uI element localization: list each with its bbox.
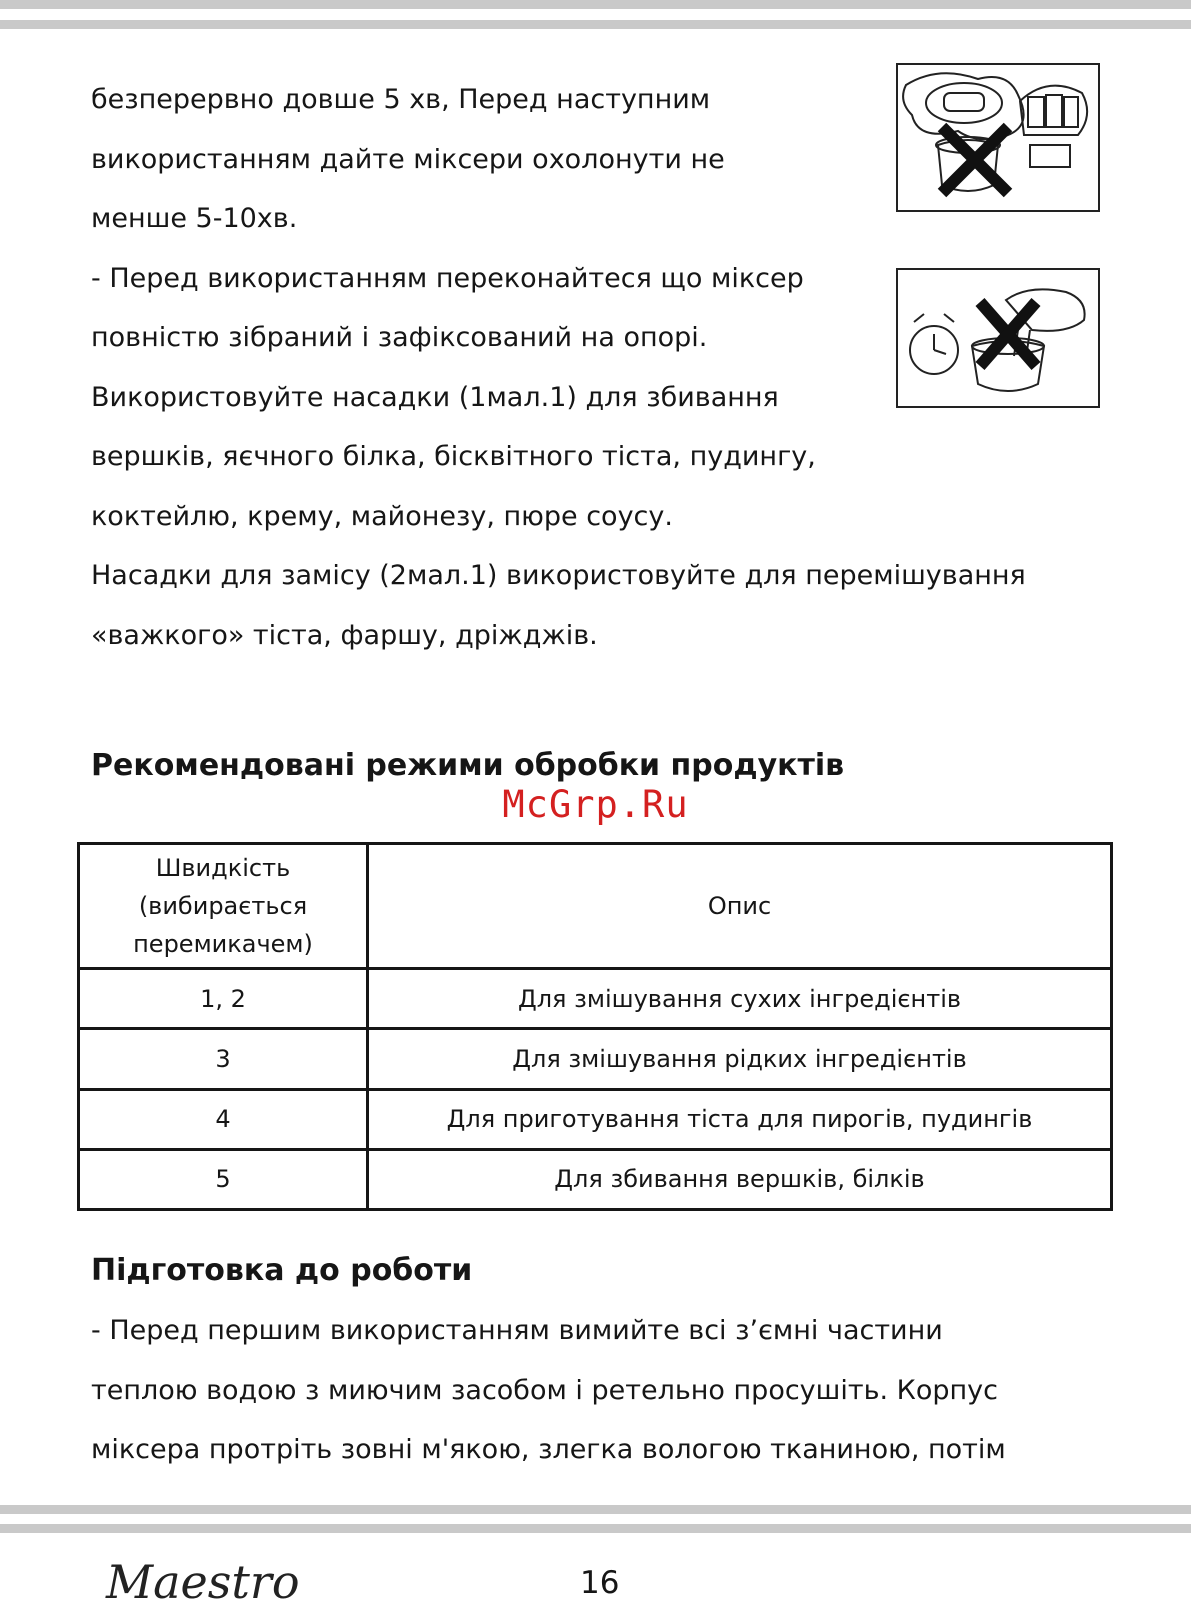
text-line: повністю зібраний і зафіксований на опорі. — [91, 322, 708, 353]
mixer-continuous-use-prohibited-icon — [896, 63, 1100, 212]
top-paragraph — [91, 70, 1026, 665]
text-line: «важкого» тіста, фаршу, дріжджів. — [91, 619, 598, 651]
section-title-prep: Підготовка до роботи — [91, 1253, 473, 1288]
bottom-rule — [0, 1505, 1191, 1514]
text-line: Насадки для замісу (2мал.1) використовуйте для перемішування — [91, 560, 1026, 591]
table-row — [79, 1029, 1112, 1089]
cell-description: Для збивання вершків, білків — [368, 1149, 1112, 1209]
table-header-row — [79, 844, 1112, 969]
cell-speed: 5 — [79, 1149, 368, 1209]
prep-paragraph — [91, 1301, 1006, 1480]
text-line: - Перед першим використанням вимийте всі з’ємні частини — [91, 1315, 943, 1346]
text-line: використанням дайте міксери охолонути не — [91, 143, 725, 175]
table-row — [79, 1149, 1112, 1209]
text-line: менше 5-10хв. — [91, 203, 298, 234]
text-line: теплою водою з миючим засобом і ретельно просушіть. Корпус — [91, 1374, 998, 1406]
text-line: коктейлю, крему, майонезу, пюре соусу. — [91, 500, 673, 532]
header-speed-line: (вибирається — [138, 892, 308, 920]
cell-speed: 1, 2 — [79, 969, 368, 1029]
bottom-rule-inner — [0, 1524, 1191, 1533]
cell-description: Для змішування рідких інгредієнтів — [368, 1029, 1112, 1089]
table-row — [79, 969, 1112, 1029]
header-description: Опис — [368, 844, 1112, 969]
section-title-modes: Рекомендовані режими обробки продуктів — [91, 748, 845, 783]
table-row — [79, 1089, 1112, 1149]
header-speed-line: перемикачем) — [133, 930, 313, 958]
speed-table — [77, 842, 1113, 1211]
cell-description: Для змішування сухих інгредієнтів — [368, 969, 1112, 1029]
watermark: McGrp.Ru — [502, 783, 689, 826]
cell-speed: 4 — [79, 1089, 368, 1149]
top-rule-inner — [0, 20, 1191, 29]
header-speed — [79, 844, 368, 969]
header-speed-line: Швидкість — [155, 854, 291, 882]
text-line: міксера протріть зовні м'якою, злегка вологою тканиною, потім — [91, 1434, 1006, 1465]
text-line: вершків, яєчного білка, бісквітного тіста, пудингу, — [91, 441, 816, 472]
cell-speed: 3 — [79, 1029, 368, 1089]
text-line: Використовуйте насадки (1мал.1) для збивання — [91, 381, 779, 413]
cell-description: Для приготування тіста для пирогів, пудингів — [368, 1089, 1112, 1149]
top-rule — [0, 0, 1191, 9]
text-line: безперервно довше 5 хв, Перед наступним — [91, 84, 711, 115]
brand-logo: Maestro — [106, 1555, 300, 1609]
mixer-overuse-timer-prohibited-icon — [896, 268, 1100, 408]
page-number: 16 — [580, 1565, 620, 1601]
text-line: - Перед використанням переконайтеся що міксер — [91, 262, 804, 294]
